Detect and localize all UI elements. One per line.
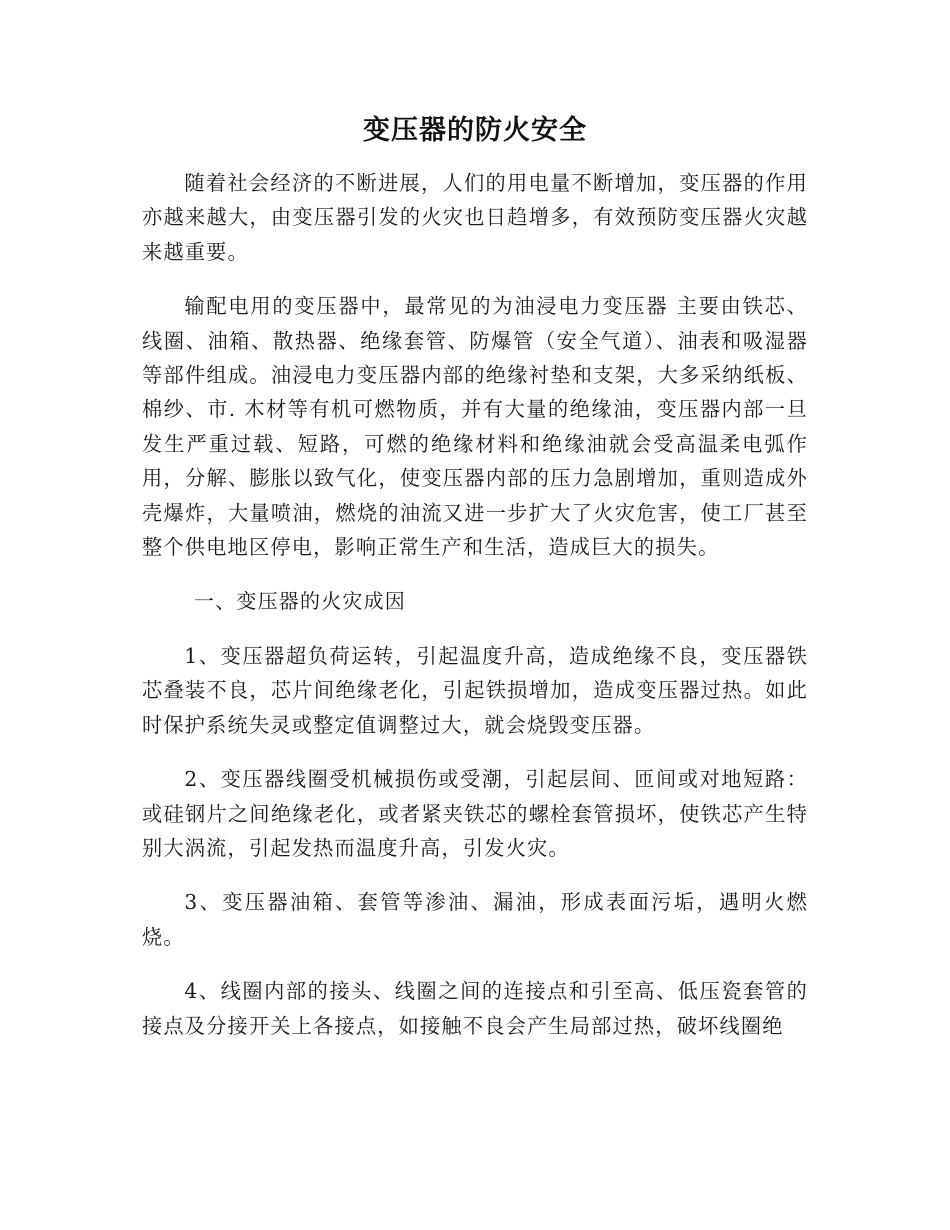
cause-item-4: 4、线圈内部的接头、线圈之间的连接点和引至高、低压瓷套管的接点及分接开关上各接点，如接触不良会产生局部过热，破坏线圈绝: [142, 979, 808, 1038]
document-body: [142, 166, 808, 1063]
page-title: 变压器的防火安全: [363, 115, 587, 146]
section-heading: 一、变压器的火灾成因: [194, 589, 406, 614]
intro-paragraph: 随着社会经济的不断进展，人们的用电量不断增加，变压器的作用亦越来越大，由变压器引发的火灾也日趋增多，有效预防变压器火灾越来越重要。: [142, 171, 808, 264]
cause-item-2: 2、变压器线圈受机械损伤或受潮，引起层间、匝间或对地短路：或硅钢片之间绝缘老化，或者紧夹铁芯的螺栓套管损坏，使铁芯产生特别大涡流，引起发热而温度升高，引发火灾。: [142, 767, 808, 860]
cause-item-1: 1、变压器超负荷运转，引起温度升高，造成绝缘不良，变压器铁芯叠装不良，芯片间绝缘老化，引起铁损增加，造成变压器过热。如此时保护系统失灵或整定值调整过大，就会烧毁变压器。: [142, 643, 808, 737]
description-paragraph: 输配电用的变压器中，最常见的为油浸电力变压器 主要由铁芯、线圈、油箱、散热器、绝缘套管、防爆管（安全气道）、油表和吸湿器等部件组成。油浸电力变压器内部的绝缘衬垫和支架，大多采纳纸板、棉纱、市. 木材等有机可燃物质，并有大量的绝缘油，变压器内部一旦发生严重过载、短路，可燃的绝缘材料和绝缘油就会受高温柔电弧作用，分解、膨胀以致气化，使变压器内部的压力急剧增加，重则造成外壳爆炸，大量喷油，燃烧的油流又进一步扩大了火灾危害，使工厂甚至整个供电地区停电，影响正常生产和生活，造成巨大的损失。: [142, 294, 808, 560]
cause-item-3: 3、变压器油箱、套管等渗油、漏油，形成表面污垢，遇明火燃烧。: [142, 890, 808, 949]
